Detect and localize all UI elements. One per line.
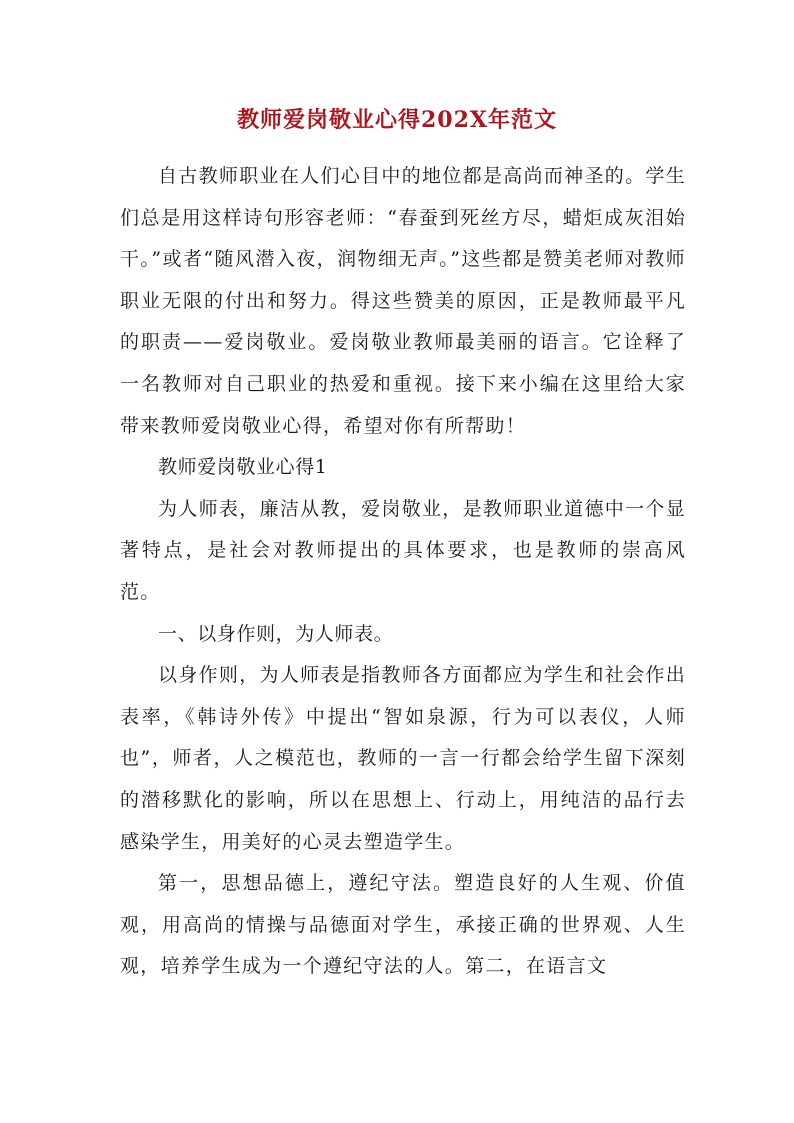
paragraph: 第一，思想品德上，遵纪守法。塑造良好的人生观、价值观，用高尚的情操与品德面对学生，承接正确的世界观、人生观，培养学生成为一个遵纪守法的人。第二，在语言文 — [120, 872, 686, 978]
subsection-heading: 一、以身作则，为人师表。 — [158, 622, 394, 645]
intro-paragraph: 自古教师职业在人们心目中的地位都是高尚而神圣的。学生们总是用这样诗句形容老师：“春蚕到死丝方尽，蜡炬成灰泪始干。”或者“随风潜入夜，润物细无声。”这些都是赞美老师对教师职业无限的付出和努力。得这些赞美的原因，正是教师最平凡的职责——爱岗敬业。爱岗敬业教师最美丽的语言。它诠释了一名教师对自己职业的热爱和重视。接下来小编在这里给大家带来教师爱岗敬业心得，希望对你有所帮助！ — [120, 165, 686, 437]
document-title: 教师爱岗敬业心得202X年范文 — [237, 107, 557, 133]
section-heading: 教师爱岗敬业心得1 — [158, 456, 328, 479]
paragraph: 以身作则，为人师表是指教师各方面都应为学生和社会作出表率，《韩诗外传》中提出“智如泉源，行为可以表仪，人师也”，师者，人之模范也，教师的一言一行都会给学生留下深刻的潜移默化的影响，所以在思想上、行动上，用纯洁的品行去感染学生，用美好的心灵去塑造学生。 — [120, 664, 686, 853]
paragraph: 为人师表，廉洁从教，爱岗敬业，是教师职业道德中一个显著特点，是社会对教师提出的具体要求，也是教师的崇高风范。 — [120, 497, 686, 603]
document-body — [120, 156, 686, 988]
